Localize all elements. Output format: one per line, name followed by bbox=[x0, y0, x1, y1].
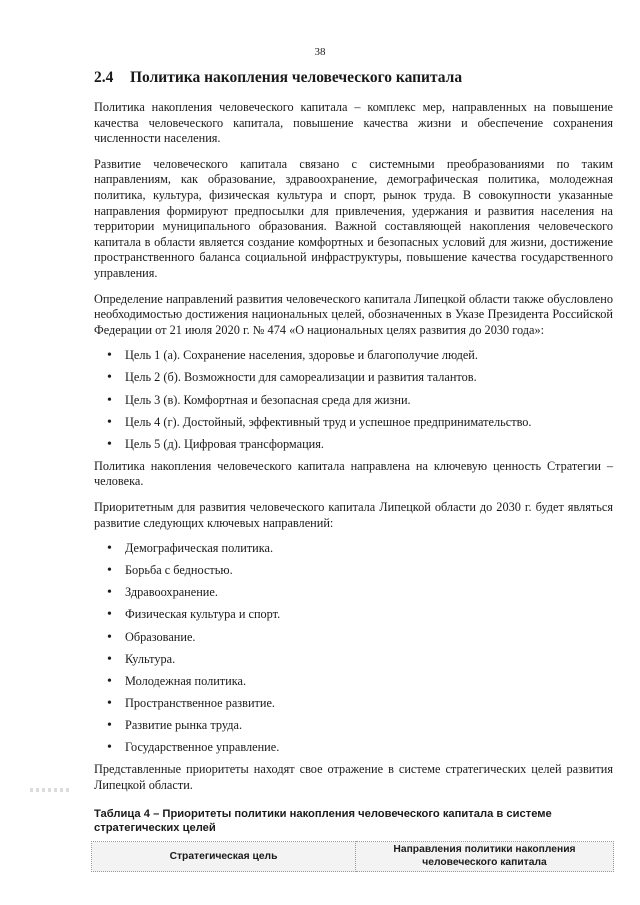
table-header-cell: Стратегическая цель bbox=[92, 842, 356, 872]
list-item: • Образование. bbox=[94, 630, 613, 646]
list-item: • Физическая культура и спорт. bbox=[94, 607, 613, 623]
list-item: • Демографическая политика. bbox=[94, 541, 613, 557]
table-caption: Таблица 4 – Приоритеты политики накопления человеческого капитала в системе стратегических целей bbox=[94, 808, 552, 835]
page-number: 38 bbox=[314, 46, 326, 58]
paragraph-development: Развитие человеческого капитала связано с системными преобразованиями по таким направлениям, как образование, здравоохранение, демографическая политика, молодежная политика, культура, физическая культура и спорт, рынок труда. В совокупности указанные направления формируют предпосылки для привлечения, удержания и развития населения на территории муниципального образования. Важной составляющей накопления человеческого капитала в области является создание комфортных и безопасных условий для жизни, достижение пространственного баланса социальной инфраструктуры, повышение качества государственного управления. bbox=[94, 156, 613, 280]
paragraph-definition: Политика накопления человеческого капитала – комплекс мер, направленных на повышение качества человеческого капитала, повышение качества жизни и обеспечение сохранения численности населения. bbox=[94, 100, 613, 146]
table-header-row bbox=[92, 842, 614, 872]
list-item: • Цель 1 (а). Сохранение населения, здоровье и благополучие людей. bbox=[94, 348, 613, 364]
section-number: 2.4 bbox=[94, 69, 114, 86]
scan-artifact bbox=[30, 788, 70, 792]
paragraph-priorities: Приоритетным для развития человеческого капитала Липецкой области до 2030 г. будет являться развитие следующих ключевых направлений: bbox=[94, 499, 613, 530]
list-item: • Развитие рынка труда. bbox=[94, 718, 613, 734]
key-directions-list bbox=[94, 541, 613, 755]
page-content bbox=[94, 68, 613, 872]
priorities-table bbox=[91, 841, 614, 872]
section-heading bbox=[94, 68, 613, 88]
paragraph-key-value: Политика накопления человеческого капитала направлена на ключевую ценность Стратегии – человека. bbox=[94, 458, 613, 489]
section-title: Политика накопления человеческого капитала bbox=[130, 69, 463, 86]
list-item: • Культура. bbox=[94, 652, 613, 668]
national-goals-list bbox=[94, 348, 613, 452]
list-item: • Цель 5 (д). Цифровая трансформация. bbox=[94, 437, 613, 453]
paragraph-national-goals: Определение направлений развития человеческого капитала Липецкой области также обусловлено необходимостью достижения национальных целей, обозначенных в Указе Президента Российской Федерации от 21 июля 2020 г. № 474 «О национальных целях развития до 2030 года»: bbox=[94, 291, 613, 337]
paragraph-reflection: Представленные приоритеты находят свое отражение в системе стратегических целей развития Липецкой области. bbox=[94, 762, 613, 792]
list-item: • Пространственное развитие. bbox=[94, 696, 613, 712]
list-item: • Государственное управление. bbox=[94, 740, 613, 756]
list-item: • Цель 2 (б). Возможности для самореализации и развития талантов. bbox=[94, 370, 613, 386]
list-item: • Молодежная политика. bbox=[94, 674, 613, 690]
list-item: • Цель 3 (в). Комфортная и безопасная среда для жизни. bbox=[94, 393, 613, 409]
table-header-cell: Направления политики накопления человеческого капитала bbox=[356, 842, 614, 872]
list-item: • Борьба с бедностью. bbox=[94, 563, 613, 579]
list-item: • Цель 4 (г). Достойный, эффективный труд и успешное предпринимательство. bbox=[94, 415, 613, 431]
list-item: • Здравоохранение. bbox=[94, 585, 613, 601]
